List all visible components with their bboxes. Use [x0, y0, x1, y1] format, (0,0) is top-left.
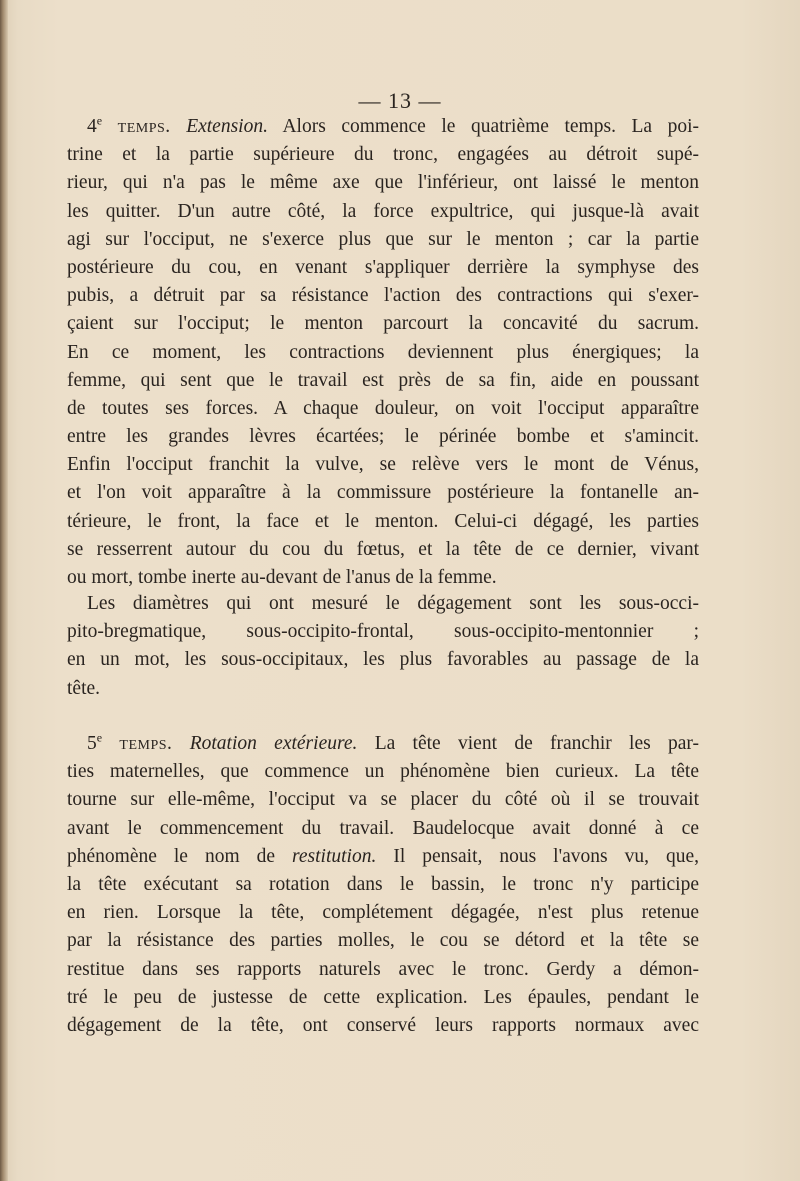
text-line: çaient sur l'occiput; le menton parcourt la concavité du sacrum. [67, 313, 699, 335]
text-fragment: phénomène le nom de [67, 845, 276, 867]
text-line: entre les grandes lèvres écartées; le périnée bombe et s'amincit. [67, 426, 699, 448]
section-4-first-line [67, 113, 699, 141]
text-line: les quitter. D'un autre côté, la force expultrice, qui jusque-là avait [67, 200, 699, 222]
text-line: Enfin l'occiput franchit la vulve, se relève vers le mont de Vénus, [67, 454, 699, 476]
text-line: Alors commence le quatrième temps. La poi- [282, 116, 699, 137]
text-line: la tête exécutant sa rotation dans le bassin, le tronc n'y participe [67, 873, 699, 895]
text-line: agi sur l'occiput, ne s'exerce plus que sur le menton ; car la partie [67, 228, 699, 250]
text-line: Les diamètres qui ont mesuré le dégagement sont les sous-occi- [87, 593, 699, 614]
page-number: — 13 — [358, 88, 442, 113]
text-line: dégagement de la tête, ont conservé leurs rapports normaux avec [67, 1014, 699, 1036]
section-5-label: temps. [119, 733, 173, 754]
text-line: postérieure du cou, en venant s'appliquer derrière la symphyse des [67, 256, 699, 278]
section-4-number: 4 [87, 116, 97, 137]
restitution-term: restitution. [292, 845, 377, 867]
section-4-ordinal: e [96, 113, 103, 128]
text-fragment: Il pensait, nous l'avons vu, que, [393, 845, 699, 867]
text-line: ties maternelles, que commence un phénomène bien curieux. La tête [67, 761, 699, 783]
section-4-extension [67, 113, 699, 592]
text-line: rieur, qui n'a pas le même axe que l'inférieur, ont laissé le menton [67, 172, 699, 194]
text-line: ou mort, tombe inerte au-devant de l'anus de la femme. [67, 567, 497, 588]
text-line: En ce moment, les contractions deviennent plus énergiques; la [67, 341, 699, 363]
section-4-title: Extension. [186, 116, 268, 137]
section-5-rotation [67, 730, 699, 1040]
text-line: avant le commencement du travail. Baudelocque avait donné à ce [67, 817, 699, 839]
text-line: tête. [67, 677, 101, 699]
text-line-restitution [67, 843, 699, 871]
text-line: pubis, a détruit par sa résistance l'action des contractions qui s'exer- [67, 285, 699, 307]
section-5-number: 5 [87, 733, 97, 754]
text-line: trine et la partie supérieure du tronc, engagées au détroit supé- [67, 144, 699, 166]
text-line: femme, qui sent que le travail est près de sa fin, aide en poussant [67, 369, 699, 391]
text-line: se resserrent autour du cou du fœtus, et la tête de ce dernier, vivant [67, 538, 699, 560]
text-line: pito-bregmatique, sous-occipito-frontal, sous-occipito-mentonnier ; [67, 621, 699, 643]
text-line: et l'on voit apparaître à la commissure postérieure la fontanelle an- [67, 482, 699, 504]
text-line: La tête vient de franchir les par- [374, 733, 699, 754]
section-4-label: temps. [117, 116, 171, 137]
section-5-first-line [67, 730, 699, 758]
page-binding-edge [0, 0, 8, 1181]
text-line: tourne sur elle-même, l'occiput va se placer du côté où il se trouvait [67, 789, 699, 811]
paragraph-diameters [67, 590, 699, 703]
text-line: par la résistance des parties molles, le cou se détord et la tête se [67, 930, 699, 952]
section-5-title: Rotation extérieure. [189, 733, 358, 754]
text-line: en un mot, les sous-occipitaux, les plus favorables au passage de la [67, 649, 699, 671]
text-line: restitue dans ses rapports naturels avec le tronc. Gerdy a démon- [67, 958, 699, 980]
text-line: tré le peu de justesse de cette explication. Les épaules, pendant le [67, 986, 699, 1008]
text-line: térieure, le front, la face et le menton. Celui-ci dégagé, les parties [67, 510, 699, 532]
text-line: de toutes ses forces. A chaque douleur, on voit l'occiput apparaître [67, 397, 699, 419]
section-5-ordinal: e [96, 730, 103, 745]
text-line: en rien. Lorsque la tête, complétement dégagée, n'est plus retenue [67, 902, 699, 924]
